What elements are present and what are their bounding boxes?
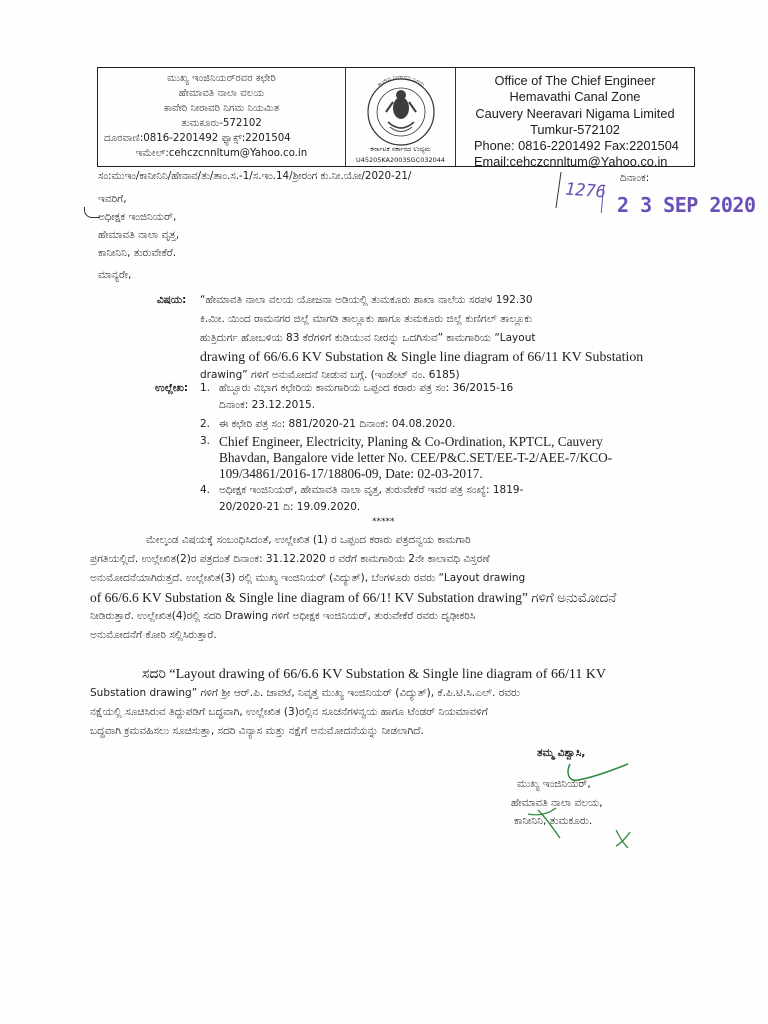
- reference-text: Chief Engineer, Electricity, Planing & Co-Ordination, KPTCL, Cauvery: [219, 434, 603, 449]
- subject-line: ಕಿ.ಮೀ. ಯಿಂದ ರಾಮನಗರ ಜಿಲ್ಲೆ ಮಾಗಡಿ ತಾಲ್ಲೂಕು ಹಾಗೂ ತುಮಕೂರು ಜಿಲ್ಲೆ ಕುಣಿಗಲ್ ತಾಲ್ಲೂಕು: [200, 313, 533, 325]
- reference-text: ಅಧೀಕ್ಷಕ ಇಂಜಿನಿಯರ್, ಹೇಮಾವತಿ ನಾಲಾ ವೃತ್ತ, ತುರುವೇಕೆರೆ ಇವರ ಪತ್ರ ಸಂಖ್ಯೆ: 1819-: [219, 484, 524, 496]
- body-line: of 66/6.6 KV Substation & Single line diagram of 66/1! KV Substation drawing” ಗಳಿಗೆ ಅನುಮೋದನೆ: [90, 590, 617, 605]
- date-stamp: 2 3 SEP 2020: [617, 193, 756, 217]
- subject-line: “ಹೇಮಾವತಿ ನಾಲಾ ವಲಯ ಯೋಜನಾ ಅಡಿಯಲ್ಲಿ ತುಮಕೂರು ಶಾಖಾ ನಾಲೆಯ ಸರಪಳ 192.30: [200, 294, 533, 306]
- letterhead-kn-line: ಇಮೇಲ್:cehczcnnltum@Yahoo.co.in: [135, 148, 308, 159]
- reference-number-1: 1.: [200, 382, 211, 394]
- references-list: [200, 382, 670, 512]
- body-line: ನೀಡಿರುತ್ತಾರೆ. ಉಲ್ಲೇಖಿತ(4)ರಲ್ಲಿ ಸದರಿ Drawing ಗಳಿಗೆ ಅಧೀಕ್ಷಕ ಇಂಜಿನಿಯರ್, ತುರುವೇಕೆರೆ ರವರು ದೃಢೀಕರಿಸಿ: [90, 610, 476, 622]
- letterhead-english: [456, 68, 694, 171]
- svg-text:ಕಾವೇರಿ ನೀರಾವರಿ ನಿಗಮ: [376, 74, 426, 89]
- letterhead-kn-line: ಮುಖ್ಯ ಇಂಜಿನಿಯರ್‌ರವರ ಕಛೇರಿ: [167, 73, 276, 84]
- reference-number-2: 2.: [200, 418, 211, 430]
- pen-mark: [84, 207, 100, 218]
- body-line: Substation drawing” ಗಳಿಗೆ ಶ್ರೀ ಆರ್.ಪಿ. ಜಾವಟೆ, ನಿವೃತ್ತ ಮುಖ್ಯ ಇಂಜಿನಿಯರ್ (ವಿದ್ಯುತ್), ಕೆ.ಪಿ.ಟಿ.ಸಿ.ಎಲ್. ರವರು: [90, 687, 520, 699]
- letterhead-kn-line: ಕಾವೇರಿ ನೀರಾವರಿ ನಿಗಮ ನಿಯಮಿತ: [163, 103, 280, 114]
- letterhead-logo-cell: [346, 68, 456, 166]
- to-line: ಹೇಮಾವತಿ ನಾಲಾ ವೃತ್ತ,: [98, 229, 180, 241]
- body-paragraph-2: [90, 665, 660, 741]
- signatory-line: ಕಾನೀನಿನಿ, ತುಮಕೂರು.: [514, 815, 593, 827]
- signatory-line: ಮುಖ್ಯ ಇಂಜಿನಿಯರ್,: [517, 778, 591, 790]
- reference-text: Bhavdan, Bangalore vide letter No. CEE/P&C.SET/EE-T-2/AEE-7/KCO-: [219, 450, 613, 465]
- to-line: ಇವರಿಗೆ,: [98, 193, 127, 205]
- date-label: ದಿನಾಂಕ:: [620, 172, 650, 184]
- signatory-line: ಹೇಮಾವತಿ ನಾಲಾ ವಲಯ,: [511, 797, 603, 809]
- letterhead-en-line: Tumkur-572102: [530, 121, 620, 137]
- body-line: ಸದರಿ “Layout drawing of 66/6.6 KV Substation & Single line diagram of 66/11 KV: [142, 667, 607, 682]
- logo-caption: ಕರ್ನಾಟಕ ಸರ್ಕಾರದ ಉದ್ಯಮ: [370, 145, 431, 153]
- letterhead-kn-line: ಹೇಮಾವತಿ ನಾಲಾ ವಲಯ: [178, 88, 265, 99]
- inward-number-stamp: 1276: [564, 179, 607, 203]
- to-line: ಕಾನೀನಿನಿ, ತುರುವೇಕೆರೆ.: [98, 247, 177, 259]
- subject-label: ವಿಷಯ:: [157, 294, 187, 306]
- letterhead-en-line: Hemavathi Canal Zone: [509, 89, 641, 105]
- logo-arc-text: ಕಾವೇರಿ ನೀರಾವರಿ ನಿಗಮ: [376, 73, 426, 89]
- to-line: ಅಧೀಕ್ಷಕ ಇಂಜಿನಿಯರ್,: [98, 211, 177, 223]
- reference-text: ದಿನಾಂಕ: 23.12.2015.: [219, 399, 316, 411]
- closing: ತಮ್ಮ ವಿಶ್ವಾಸಿ,: [537, 747, 586, 759]
- body-line: ಮೇಲ್ಕಂಡ ವಿಷಯಕ್ಕೆ ಸಂಬಂಧಿಸಿದಂತೆ, ಉಲ್ಲೇಖಿತ (1) ರ ಒಪ್ಪಂದ ಕರಾರು ಪತ್ರದನ್ವಯ ಕಾಮಗಾರಿ: [146, 534, 471, 546]
- letterhead-en-line: Phone: 0816-2201492 Fax:2201504: [474, 138, 679, 154]
- reference-number: ಸಂ:ಮುಇಂ/ಕಾನೀನಿನಿ/ಹೇನಾವ/ತು/ತಾಂ.ಸ.-1/ಸ.ಇಂ.14/ಶ್ರೀರಂಗ ಕು.ನೀ.ಯೋ/2020-21/: [98, 170, 412, 182]
- letterhead-en-line: Cauvery Neeravari Nigama Limited: [475, 105, 675, 121]
- letterhead-en-line: Office of The Chief Engineer: [494, 73, 656, 88]
- letterhead-kn-line: ದೂರವಾಣಿ:0816-2201492 ಫ್ಯಾಕ್ಸ್:2201504: [104, 133, 291, 144]
- reference-number-4: 4.: [200, 484, 211, 496]
- subject-line: ಹುತ್ರಿದುರ್ಗ ಹೋಬಳಿಯ 83 ಕೆರೆಗಳಿಗೆ ಕುಡಿಯುವ ನೀರನ್ನು ಒದಗಿಸುವ” ಕಾಮಗಾರಿಯ “Layout: [200, 332, 536, 344]
- reference-text: ಹೆಬ್ಬೂರು ವಿಭಾಗ ಕಛೇರಿಯ ಕಾಮಗಾರಿಯ ಒಪ್ಪಂದ ಕರಾರು ಪತ್ರ ಸಂ: 36/2015-16: [219, 382, 514, 394]
- body-line: ಪ್ರಗತಿಯಲ್ಲಿದೆ. ಉಲ್ಲೇಖಿತ(2)ರ ಪತ್ರದಂತೆ ದಿನಾಂಕ: 31.12.2020 ರ ವರೆಗೆ ಕಾಮಗಾರಿಯ 2ನೇ ಕಾಲಾವಧಿ ವಿಸ್ತರಣೆ: [90, 553, 490, 565]
- salutation: ಮಾನ್ಯರೇ,: [98, 269, 132, 281]
- body-line: ಅನುಮೋದನೆಯಾಗಿರುತ್ತದೆ. ಉಲ್ಲೇಖಿತ(3) ರಲ್ಲಿ ಮುಖ್ಯ ಇಂಜಿನಿಯರ್ (ವಿದ್ಯುತ್), ಬೆಂಗಳೂರು ರವರು “Layout drawing: [90, 572, 526, 584]
- separator: *****: [372, 517, 395, 527]
- letterhead-kn-line: ತುಮಕೂರು-572102: [181, 118, 262, 129]
- reference-text: 20/2020-21 ದಿ: 19.09.2020.: [219, 501, 361, 513]
- subject-line: drawing” ಗಳಿಗೆ ಅನುಮೋದನೆ ನೀಡುವ ಬಗ್ಗೆ. (ಇಂಡೆಂಟ್ ನಂ. 6185): [200, 369, 460, 381]
- letterhead-en-line: Email:cehczcnnltum@Yahoo.co.in: [474, 154, 668, 170]
- reference-text: ಈ ಕಛೇರಿ ಪತ್ರ ಸಂ: 881/2020-21 ದಿನಾಂಕ: 04.08.2020.: [219, 418, 456, 430]
- body-line: ಬದ್ಧವಾಗಿ ಕ್ರಮವಹಿಸಲು ಸೂಚಿಸುತ್ತಾ, ಸದರಿ ವಿನ್ಯಾಸ ಮತ್ತು ನಕ್ಷೆಗೆ ಅನುಮೋದನೆಯನ್ನು ನೀಡಲಾಗಿದೆ.: [90, 725, 424, 737]
- references-label: ಉಲ್ಲೇಖ:: [155, 382, 189, 394]
- body-paragraph-1: [90, 531, 660, 645]
- letterhead-kannada: [98, 68, 346, 166]
- reference-text: 109/34861/2016-17/18806-09, Date: 02-03-2017.: [219, 466, 483, 481]
- body-line: ನಕ್ಷೆಯಲ್ಲಿ ಸೂಚಿಸಿರುವ ತಿದ್ದುಪಡಿಗೆ ಬದ್ಧವಾಗಿ, ಉಲ್ಲೇಖಿತ (3)ರಲ್ಲಿನ ಸೂಚನೆಗಳನ್ವಯ ಹಾಗೂ ಟೆಂಡರ್ ನಿಯಮಾವಳಿಗೆ: [90, 706, 488, 718]
- letterhead: [97, 67, 695, 170]
- cin-number: U45205KA2003SGC032044: [355, 156, 446, 164]
- subject-line: drawing of 66/6.6 KV Substation & Single line diagram of 66/11 KV Substation: [200, 349, 644, 364]
- stamp-divider: [601, 185, 617, 213]
- cauvery-neeravari-nigama-logo-icon: [354, 72, 448, 148]
- body-line: ಅನುಮೋದನೆಗೆ ಕೋರಿ ಸಲ್ಲಿಸಿರುತ್ತಾರೆ.: [90, 629, 217, 641]
- reference-number-3: 3.: [200, 435, 211, 447]
